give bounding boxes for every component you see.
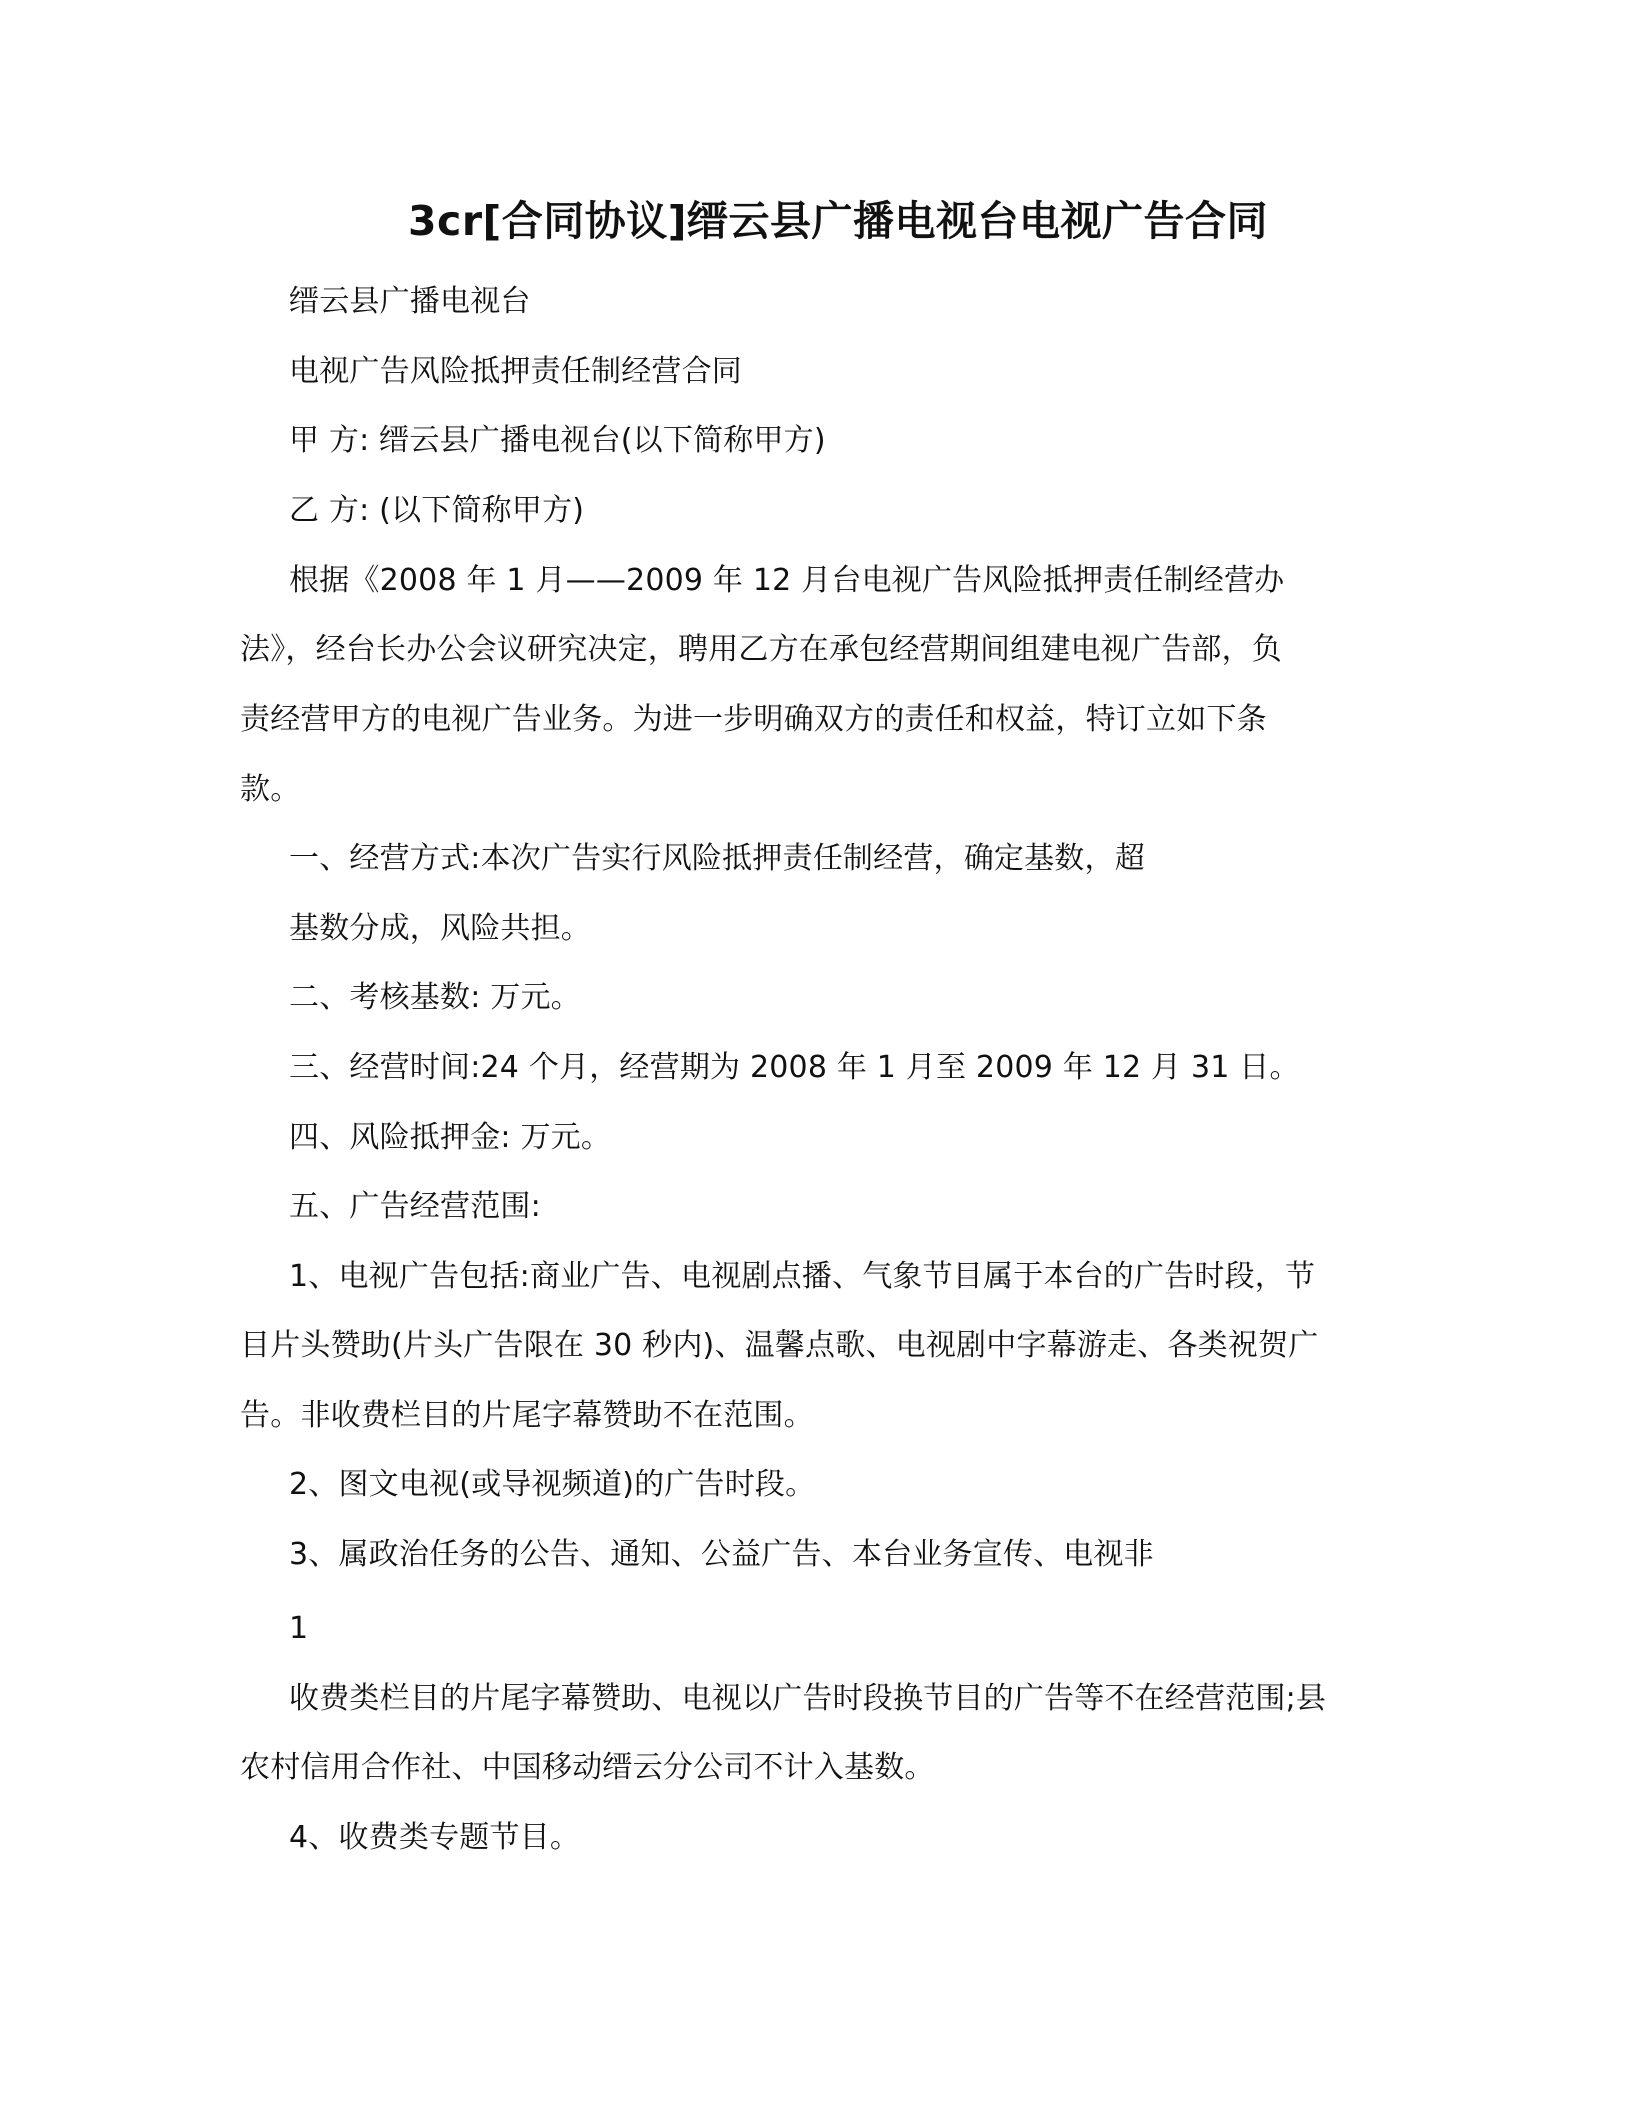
paragraph-line: 缙云县广播电视台 (289, 284, 531, 319)
document-title: 3cr[合同协议]缙云县广播电视台电视广告合同 (407, 197, 1269, 245)
paragraph-line: 乙 方: (以下简称甲方) (289, 493, 585, 528)
paragraph-line: 2、图文电视(或导视频道)的广告时段。 (289, 1467, 816, 1502)
page-number: 1 (289, 1611, 309, 1646)
paragraph-line: 告。非收费栏目的片尾字幕赞助不在范围。 (240, 1398, 814, 1433)
paragraph-line: 农村信用合作社、中国移动缙云分公司不计入基数。 (240, 1750, 935, 1785)
paragraph-line: 4、收费类专题节目。 (289, 1820, 581, 1855)
paragraph-line: 甲 方: 缙云县广播电视台(以下简称甲方) (289, 423, 826, 458)
paragraph-line: 1、电视广告包括:商业广告、电视剧点播、气象节目属于本台的广告时段，节 (289, 1259, 1316, 1294)
paragraph-line: 电视广告风险抵押责任制经营合同 (289, 354, 742, 389)
paragraph-line: 五、广告经营范围: (289, 1189, 541, 1224)
paragraph-line: 3、属政治任务的公告、通知、公益广告、本台业务宣传、电视非 (289, 1537, 1154, 1572)
paragraph-line: 收费类栏目的片尾字幕赞助、电视以广告时段换节目的广告等不在经营范围;县 (289, 1681, 1327, 1716)
paragraph-line: 目片头赞助(片头广告限在 30 秒内)、温馨点歌、电视剧中字幕游走、各类祝贺广 (240, 1328, 1319, 1363)
paragraph-line: 一、经营方式:本次广告实行风险抵押责任制经营，确定基数，超 (289, 841, 1145, 876)
paragraph-line: 法》，经台长办公会议研究决定，聘用乙方在承包经营期间组建电视广告部，负 (240, 632, 1282, 667)
paragraph-line: 四、风险抵押金: 万元。 (289, 1120, 612, 1155)
paragraph-line: 根据《2008 年 1 月——2009 年 12 月台电视广告风险抵押责任制经营办 (289, 563, 1285, 598)
paragraph-line: 二、考核基数: 万元。 (289, 980, 581, 1015)
paragraph-line: 三、经营时间:24 个月，经营期为 2008 年 1 月至 2009 年 12 月 31 日。 (289, 1050, 1300, 1085)
paragraph-line: 基数分成，风险共担。 (289, 911, 591, 946)
paragraph-line: 款。 (240, 772, 301, 807)
paragraph-line: 责经营甲方的电视广告业务。为进一步明确双方的责任和权益，特订立如下条 (240, 702, 1267, 737)
